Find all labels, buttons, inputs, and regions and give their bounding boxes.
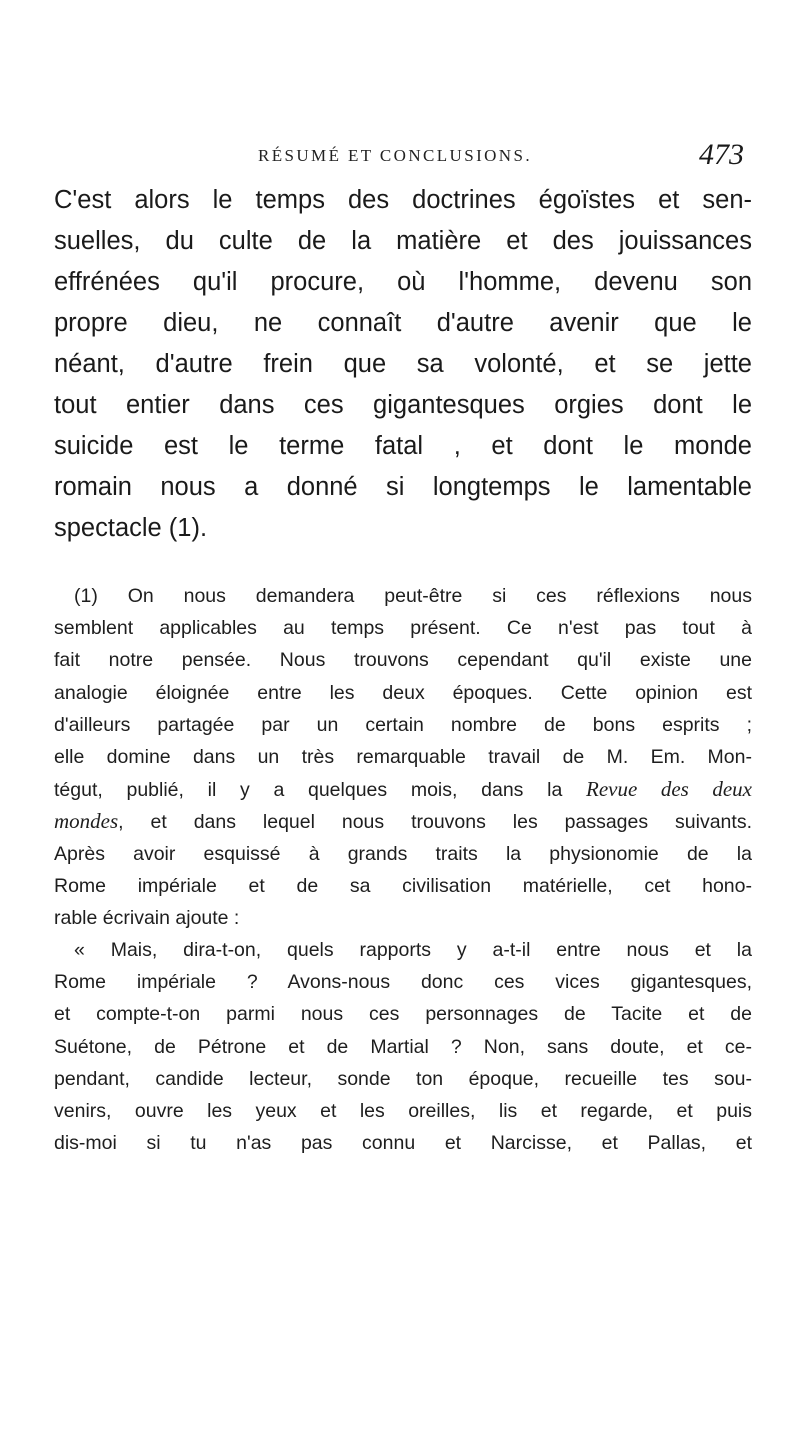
main-line: suelles, du culte de la matière et des jouissances <box>54 227 752 255</box>
footnote-text: , et dans lequel nous trouvons les passages suivants. <box>118 811 752 834</box>
footnote-line: d'ailleurs partagée par un certain nombre de bons esprits ; <box>54 713 752 736</box>
footnote-quote-line: dis-moi si tu n'as pas connu et Narcisse, et Pallas, et <box>54 1132 752 1155</box>
journal-title-italic: Revue des deux <box>586 777 752 802</box>
main-paragraph <box>54 180 752 549</box>
main-line: néant, d'autre frein que sa volonté, et se jette <box>54 350 752 378</box>
footnote-line: semblent applicables au temps présent. Ce n'est pas tout à <box>54 617 752 640</box>
page-number: 473 <box>699 138 744 171</box>
main-line: effrénées qu'il procure, où l'homme, devenu son <box>54 268 752 296</box>
footnote-quote-line: pendant, candide lecteur, sonde ton époque, recueille tes sou- <box>54 1067 752 1090</box>
footnote <box>54 580 752 1159</box>
footnote-line: (1) On nous demandera peut-être si ces réflexions nous <box>74 585 752 607</box>
footnote-quote-line: « Mais, dira-t-on, quels rapports y a-t-il entre nous et la <box>74 939 752 962</box>
footnote-line: Rome impériale et de sa civilisation matérielle, cet hono- <box>54 874 752 897</box>
footnote-line: rable écrivain ajoute : <box>54 906 240 929</box>
main-line: romain nous a donné si longtemps le lamentable <box>54 473 752 501</box>
main-line: spectacle (1). <box>54 514 208 542</box>
footnote-quote-line: et compte-t-on parmi nous ces personnages de Tacite et de <box>54 1003 752 1026</box>
main-line: tout entier dans ces gigantesques orgies dont le <box>54 391 752 419</box>
running-head <box>258 138 744 172</box>
footnote-line: Après avoir esquissé à grands traits la physionomie de la <box>54 842 752 865</box>
main-line: suicide est le terme fatal , et dont le monde <box>54 432 752 460</box>
footnote-line: elle domine dans un très remarquable travail de M. Em. Mon- <box>54 745 752 768</box>
footnote-line: fait notre pensée. Nous trouvons cependant qu'il existe une <box>54 649 752 672</box>
main-line: propre dieu, ne connaît d'autre avenir que le <box>54 309 752 337</box>
footnote-quote-line: venirs, ouvre les yeux et les oreilles, lis et regarde, et puis <box>54 1100 752 1122</box>
footnote-quote-line: Rome impériale ? Avons-nous donc ces vices gigantesques, <box>54 971 752 994</box>
footnote-line <box>54 773 752 805</box>
journal-title-italic: mondes <box>54 809 119 834</box>
footnote-quote-line: Suétone, de Pétrone et de Martial ? Non, sans doute, et ce- <box>54 1035 752 1058</box>
footnote-line: analogie éloignée entre les deux époques. Cette opinion est <box>54 681 752 704</box>
main-line: C'est alors le temps des doctrines égoïstes et sen- <box>54 186 752 214</box>
footnote-line <box>54 805 752 837</box>
footnote-text: tégut, publié, il y a quelques mois, dans la <box>54 779 586 802</box>
running-title: RÉSUMÉ ET CONCLUSIONS. <box>258 146 532 165</box>
